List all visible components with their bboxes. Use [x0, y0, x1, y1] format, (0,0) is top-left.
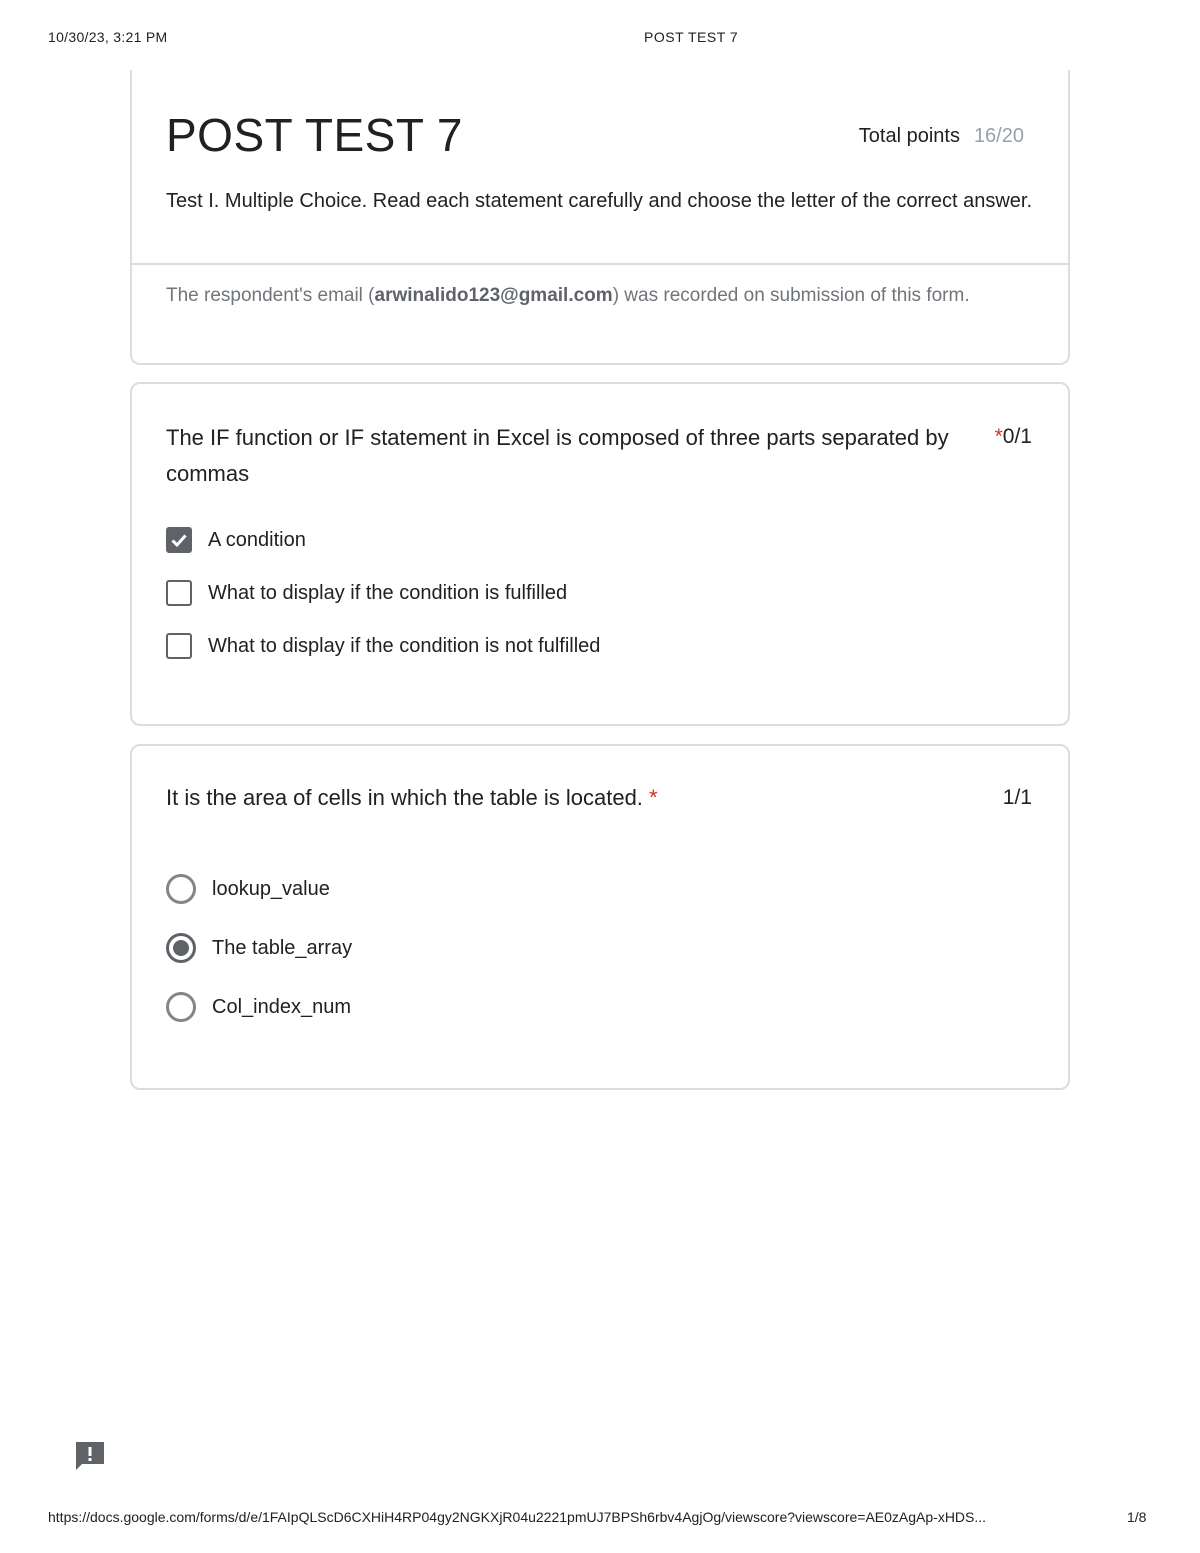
checkbox-checked[interactable]	[166, 527, 192, 553]
checkbox-option[interactable]	[166, 629, 600, 663]
checkbox-unchecked[interactable]	[166, 580, 192, 606]
checkbox-option[interactable]	[166, 523, 306, 557]
print-page-title: POST TEST 7	[644, 29, 739, 45]
option-label: What to display if the condition is fulfilled	[208, 581, 568, 604]
question-text	[166, 420, 966, 492]
question-card	[130, 744, 1070, 1090]
report-feedback-icon[interactable]	[74, 1440, 106, 1472]
form-header-card	[130, 70, 1070, 365]
email-notice-prefix: The respondent's email (	[166, 285, 375, 306]
print-timestamp: 10/30/23, 3:21 PM	[48, 29, 168, 45]
question-score	[995, 425, 1032, 449]
option-label: lookup_value	[212, 877, 330, 900]
email-notice-suffix: ) was recorded on submission of this form.	[612, 285, 970, 306]
checkmark-icon	[169, 530, 189, 550]
total-points-label: Total points	[858, 125, 960, 147]
option-label: What to display if the condition is not fulfilled	[208, 634, 601, 657]
respondent-email: arwinalido123@gmail.com	[374, 285, 613, 306]
radio-button-selected[interactable]	[166, 933, 196, 963]
checkbox-option[interactable]	[166, 576, 567, 610]
print-footer-url: https://docs.google.com/forms/d/e/1FAIpQLScD6CXHiH4RP04gy2NGKXjR04u2221pmUJ7BPSh6rbv4AgjOg/viewscore?viewscore=AE0zAgAp-xHDS...	[48, 1509, 987, 1525]
print-page-number: 1/8	[1127, 1509, 1147, 1525]
form-title: POST TEST 7	[166, 109, 463, 161]
radio-option[interactable]	[166, 872, 330, 906]
question-text-body: It is the area of cells in which the table is located.	[166, 785, 643, 810]
checkbox-unchecked[interactable]	[166, 633, 192, 659]
question-score: 1/1	[1002, 786, 1032, 809]
radio-option[interactable]	[166, 990, 351, 1024]
required-asterisk: *	[994, 425, 1003, 448]
question-card	[130, 382, 1070, 726]
question-score-value: 0/1	[1002, 425, 1032, 448]
total-points	[859, 125, 1024, 148]
required-asterisk: *	[649, 785, 658, 810]
header-divider	[132, 263, 1068, 265]
radio-option[interactable]	[166, 931, 352, 965]
total-points-value: 16/20	[973, 125, 1024, 147]
question-text	[166, 780, 966, 816]
email-notice	[166, 282, 1046, 310]
option-label: The table_array	[212, 936, 353, 959]
option-label: Col_index_num	[212, 995, 351, 1018]
radio-button[interactable]	[166, 874, 196, 904]
radio-selected-dot	[173, 940, 189, 956]
form-description: Test I. Multiple Choice. Read each statement carefully and choose the letter of the correct answer.	[166, 190, 1033, 212]
option-label: A condition	[208, 528, 306, 551]
radio-button[interactable]	[166, 992, 196, 1022]
question-text-body: The IF function or IF statement in Excel is composed of three parts separated by commas	[166, 425, 949, 486]
